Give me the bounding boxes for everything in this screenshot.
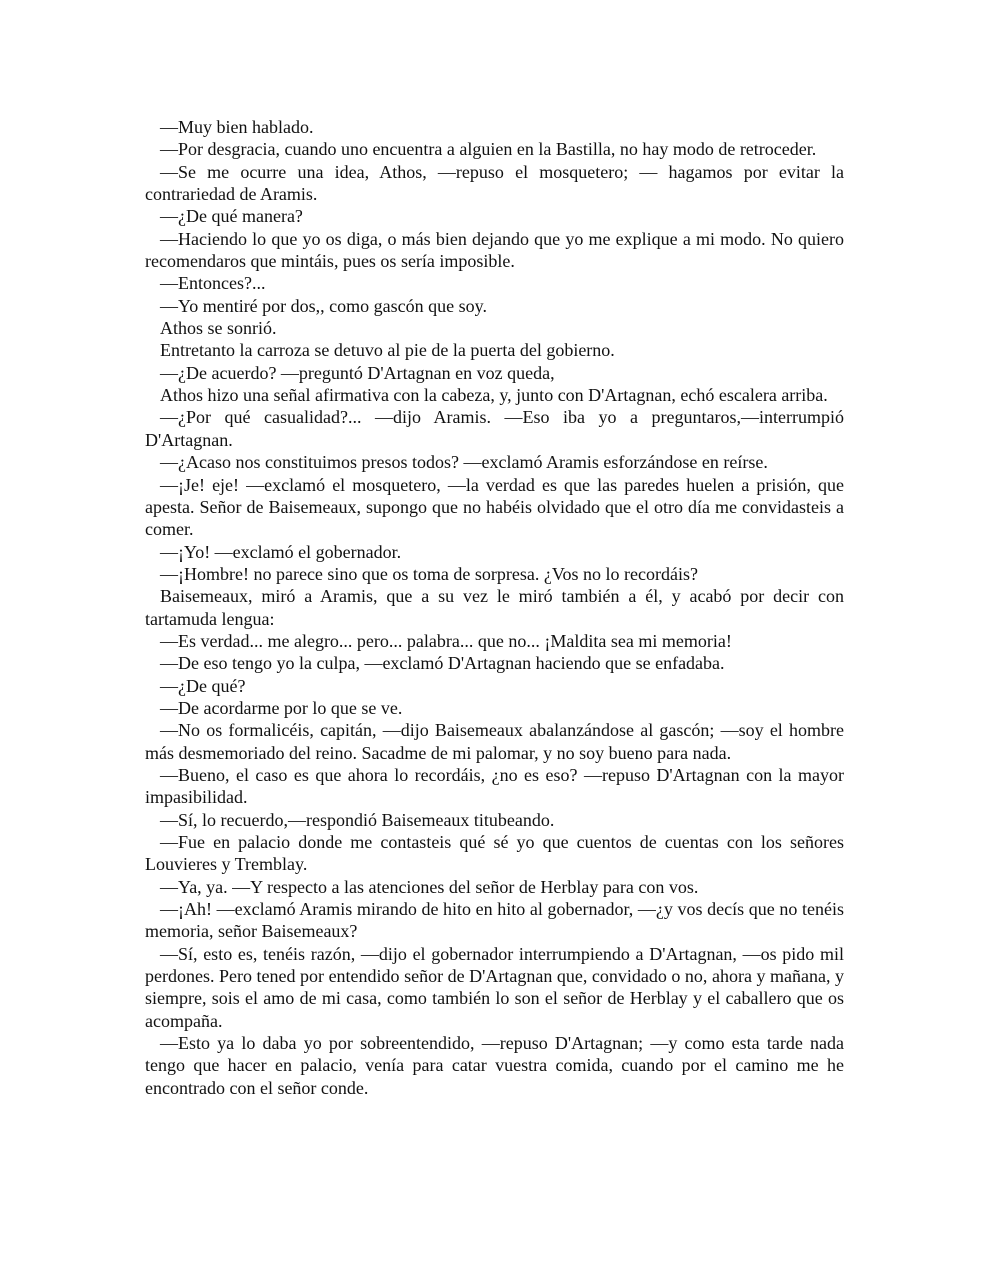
paragraph: —Ya, ya. —Y respecto a las atenciones del señor de Herblay para con vos. bbox=[160, 876, 699, 897]
paragraph: —¿Acaso nos constituimos presos todos? —exclamó Aramis esforzándose en reírse. bbox=[160, 452, 768, 473]
paragraph: —Sí, esto es, tenéis razón, —dijo el gobernador interrumpiendo a D'Artagnan, —os pido mil perdones. Pero tened por entendido señor de D'Artagnan que, convidado o no, ahora y mañana, y siempre, sois el amo de mi casa, como también lo son el señor de Herblay y el caballero que os acompaña. bbox=[145, 943, 844, 1031]
paragraph: —Sí, lo recuerdo,—respondió Baisemeaux titubeando. bbox=[160, 809, 555, 830]
paragraph: —De acordarme por lo que se ve. bbox=[160, 697, 403, 718]
paragraph: Baisemeaux, miró a Aramis, que a su vez le miró también a él, y acabó por decir con tartamuda lengua: bbox=[145, 586, 844, 629]
paragraph: —¿De qué manera? bbox=[160, 206, 303, 227]
paragraph: —Haciendo lo que yo os diga, o más bien dejando que yo me explique a mi modo. No quiero recomendaros que mintáis, pues os sería imposible. bbox=[145, 228, 844, 272]
paragraph: —Muy bien hablado. bbox=[160, 117, 314, 137]
paragraph: —¿De acuerdo? —preguntó D'Artagnan en voz queda, bbox=[160, 362, 555, 383]
paragraph: Entretanto la carroza se detuvo al pie de la puerta del gobierno. bbox=[160, 340, 615, 361]
paragraph: —Entonces?... bbox=[160, 273, 266, 294]
paragraph: —¡Ah! —exclamó Aramis mirando de hito en hito al gobernador, —¿y vos decís que no tenéis memoria, señor Baisemeaux? bbox=[145, 899, 844, 942]
paragraph: —Es verdad... me alegro... pero... palabra... que no... ¡Maldita sea mi memoria! bbox=[160, 630, 732, 651]
paragraph: —¿De qué? bbox=[160, 675, 246, 696]
paragraph: —¿Por qué casualidad?... —dijo Aramis. —Eso iba yo a preguntaros,—interrumpió D'Artagnan. bbox=[145, 407, 844, 450]
paragraph: —Yo mentiré por dos,, como gascón que soy. bbox=[160, 295, 487, 316]
paragraph: —Fue en palacio donde me contasteis qué sé yo que cuentos de cuentas con los señores Louvieres y Tremblay. bbox=[145, 832, 844, 875]
paragraph: —Esto ya lo daba yo por sobreentendido, —repuso D'Artagnan; —y como esta tarde nada tengo que hacer en palacio, venía para catar vuestra comida, cuando por el camino me he encontrado con el señor conde. bbox=[145, 1033, 844, 1098]
paragraph: —Por desgracia, cuando uno encuentra a alguien en la Bastilla, no hay modo de retroceder. bbox=[160, 139, 817, 160]
paragraph: —De eso tengo yo la culpa, —exclamó D'Artagnan haciendo que se enfadaba. bbox=[160, 653, 725, 674]
paragraph: —¡Je! eje! —exclamó el mosquetero, —la verdad es que las paredes huelen a prisión, que apesta. Señor de Baisemeaux, supongo que no habéis olvidado que el otro día me convidasteis a comer. bbox=[145, 474, 844, 540]
paragraph: —Se me ocurre una idea, Athos, —repuso el mosquetero; — hagamos por evitar la contrariedad de Aramis. bbox=[145, 161, 844, 205]
page-text bbox=[145, 116, 844, 1099]
paragraph: —¡Hombre! no parece sino que os toma de sorpresa. ¿Vos no lo recordáis? bbox=[160, 563, 699, 584]
paragraph: Athos hizo una señal afirmativa con la cabeza, y, junto con D'Artagnan, echó escalera arriba. bbox=[160, 385, 828, 406]
paragraph: —¡Yo! —exclamó el gobernador. bbox=[160, 541, 402, 562]
paragraph: Athos se sonrió. bbox=[160, 318, 277, 339]
paragraph: —No os formalicéis, capitán, —dijo Baisemeaux abalanzándose al gascón; —soy el hombre más desmemoriado del reino. Sacadme de mi palomar, y no soy bueno para nada. bbox=[145, 720, 844, 763]
paragraph: —Bueno, el caso es que ahora lo recordáis, ¿no es eso? —repuso D'Artagnan con la mayor impasibilidad. bbox=[145, 764, 844, 808]
